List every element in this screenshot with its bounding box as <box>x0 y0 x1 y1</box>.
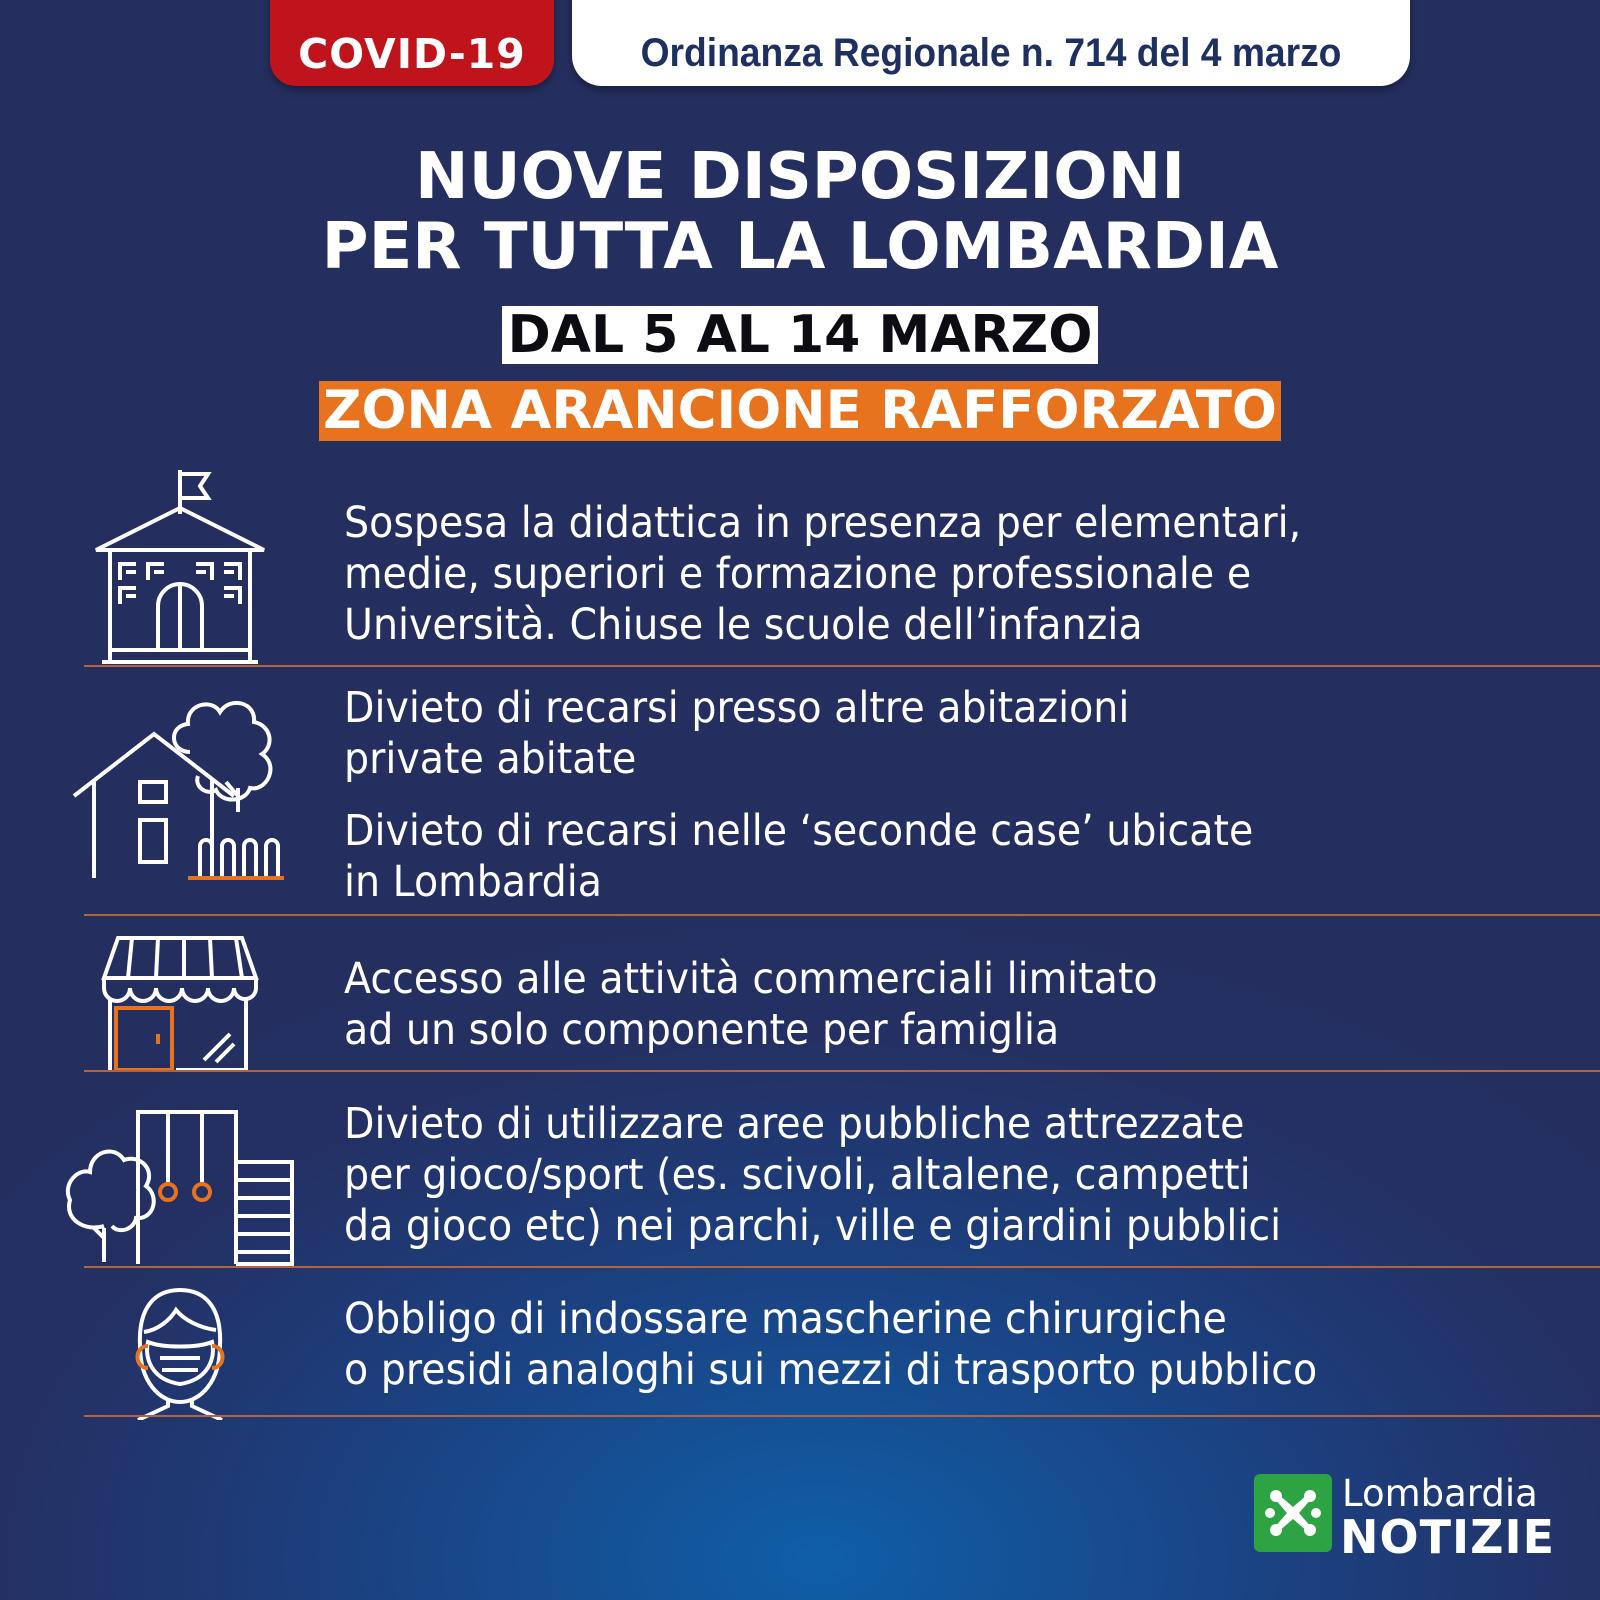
ordinance-tag <box>572 0 1410 86</box>
rule-line: Divieto di recarsi presso altre abitazioni <box>344 683 1130 733</box>
rule-line: ad un solo componente per famiglia <box>344 1005 1060 1055</box>
divider <box>84 665 1600 667</box>
lombardia-logo-mark <box>1254 1474 1332 1552</box>
rule-line: da gioco etc) nei parchi, ville e giardini pubblici <box>344 1201 1282 1251</box>
rule-visits-text <box>344 683 1466 785</box>
rule-line: in Lombardia <box>344 857 603 907</box>
rule-masks-text <box>344 1294 1466 1396</box>
rule-line: o presidi analoghi sui mezzi di trasporto pubblico <box>344 1345 1318 1395</box>
playground-icon <box>64 1108 300 1268</box>
rule-line: Obbligo di indossare mascherine chirurgiche <box>344 1294 1227 1344</box>
rule-line: Divieto di utilizzare aree pubbliche attrezzate <box>344 1099 1245 1149</box>
rule-playgrounds-text <box>344 1099 1466 1252</box>
title-line-1: NUOVE DISPOSIZIONI <box>415 140 1185 214</box>
rule-second-homes-text <box>344 806 1466 908</box>
rule-line: per gioco/sport (es. scivoli, altalene, campetti <box>344 1150 1251 1200</box>
rose-camuna-icon <box>1254 1474 1332 1552</box>
title-line-2: PER TUTTA LA LOMBARDIA <box>321 210 1279 284</box>
page-title <box>0 142 1600 282</box>
rule-line: Divieto di recarsi nelle ‘seconde case’ ubicate <box>344 806 1254 856</box>
divider <box>84 914 1600 916</box>
covid-tag-label: COVID-19 <box>298 30 526 78</box>
covid-tag <box>270 0 554 86</box>
school-icon <box>92 466 272 666</box>
house-tree-icon <box>70 696 290 886</box>
logo-text-notizie: NOTIZIE <box>1340 1510 1555 1564</box>
logo-text-lombardia: Lombardia <box>1342 1472 1538 1515</box>
period-label: DAL 5 AL 14 MARZO <box>502 306 1099 364</box>
shop-icon <box>100 934 260 1074</box>
ordinance-label: Ordinanza Regionale n. 714 del 4 marzo <box>640 31 1342 75</box>
divider <box>84 1266 1600 1268</box>
zone-label: ZONA ARANCIONE RAFFORZATO <box>319 381 1281 441</box>
rule-shops-text <box>344 954 1466 1056</box>
divider <box>84 1415 1600 1417</box>
rule-school-text <box>344 498 1466 651</box>
rule-line: private abitate <box>344 734 637 784</box>
period-wrap <box>0 306 1600 364</box>
rule-line: Università. Chiuse le scuole dell’infanzia <box>344 600 1143 650</box>
rule-line: Sospesa la didattica in presenza per elementari, <box>344 498 1302 548</box>
rule-line: medie, superiori e formazione professionale e <box>344 549 1252 599</box>
zone-wrap <box>0 381 1600 441</box>
rule-line: Accesso alle attività commerciali limitato <box>344 954 1158 1004</box>
divider <box>84 1070 1600 1072</box>
mask-face-icon <box>130 1286 230 1420</box>
